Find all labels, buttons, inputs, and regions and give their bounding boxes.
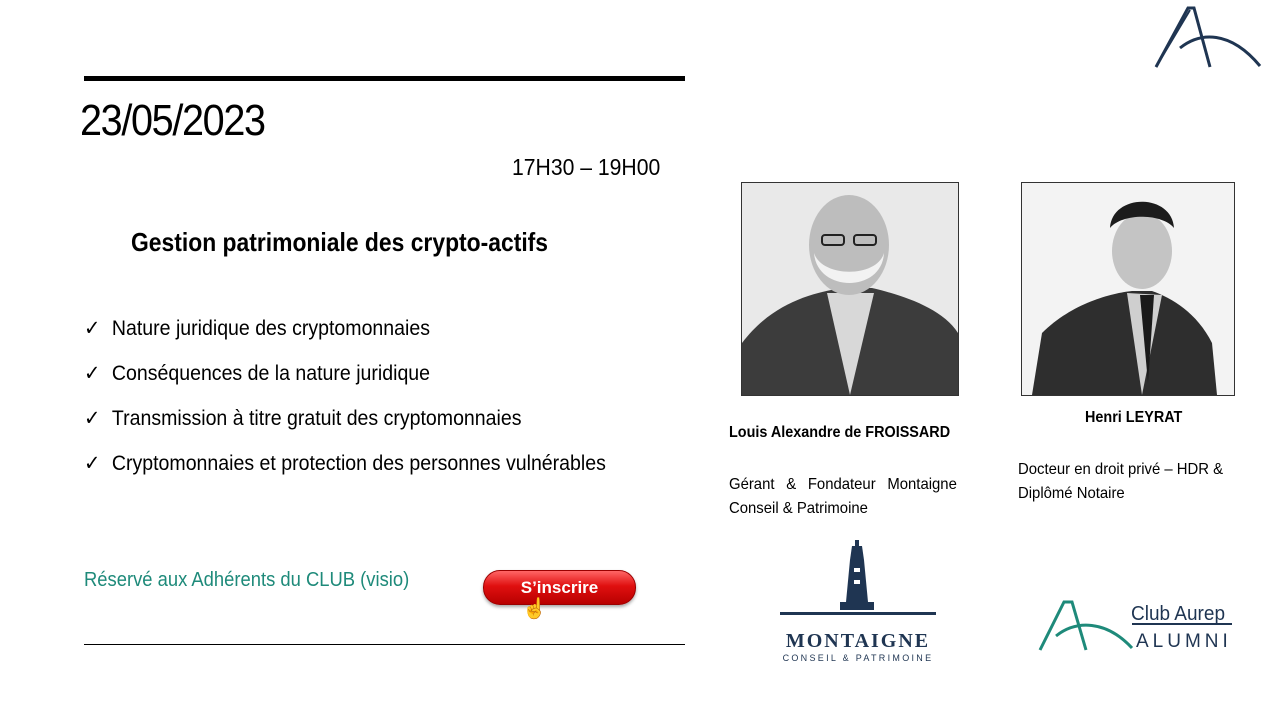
event-date: 23/05/2023 xyxy=(80,96,265,145)
check-icon: ✓ xyxy=(84,407,101,430)
bottom-divider xyxy=(84,644,685,645)
speaker-role: Docteur en droit privé – HDR & Diplômé Notaire xyxy=(1018,461,1224,502)
topic-label: Cryptomonnaies et protection des personnes vulnérables xyxy=(111,452,606,475)
event-time: 17H30 – 19H00 xyxy=(512,154,661,180)
topic-item xyxy=(84,406,521,431)
speaker-photo-leyrat xyxy=(1021,182,1235,396)
topic-label: Transmission à titre gratuit des cryptomonnaies xyxy=(111,407,522,430)
topic-item xyxy=(84,451,606,476)
event-title: Gestion patrimoniale des crypto-actifs xyxy=(131,227,549,257)
aurep-logo-icon xyxy=(1150,4,1264,70)
montaigne-logo-subtitle: CONSEIL & PATRIMOINE xyxy=(782,653,934,663)
topic-label: Conséquences de la nature juridique xyxy=(111,362,431,385)
topic-item xyxy=(84,316,430,341)
pointing-hand-icon: ☝ xyxy=(522,598,547,620)
check-icon: ✓ xyxy=(84,452,101,475)
topic-label: Nature juridique des cryptomonnaies xyxy=(111,317,430,340)
aurep-alumni-label: ALUMNI xyxy=(1136,631,1232,652)
speaker-name: Henri LEYRAT xyxy=(1085,409,1183,426)
topic-item xyxy=(84,361,430,386)
top-divider xyxy=(84,76,685,81)
aurep-club-label: Club Aurep xyxy=(1131,603,1226,625)
speaker-role: Gérant & Fondateur Montaigne Conseil & Patrimoine xyxy=(729,476,957,517)
check-icon: ✓ xyxy=(84,362,101,385)
montaigne-logo-name: MONTAIGNE xyxy=(785,630,931,652)
speaker-photo-froissard xyxy=(741,182,959,396)
register-button[interactable]: S’inscrire xyxy=(483,570,636,605)
lighthouse-icon xyxy=(780,540,936,620)
reserved-notice: Réservé aux Adhérents du CLUB (visio) xyxy=(84,569,410,591)
speaker-name: Louis Alexandre de FROISSARD xyxy=(729,424,951,441)
check-icon: ✓ xyxy=(84,317,101,340)
